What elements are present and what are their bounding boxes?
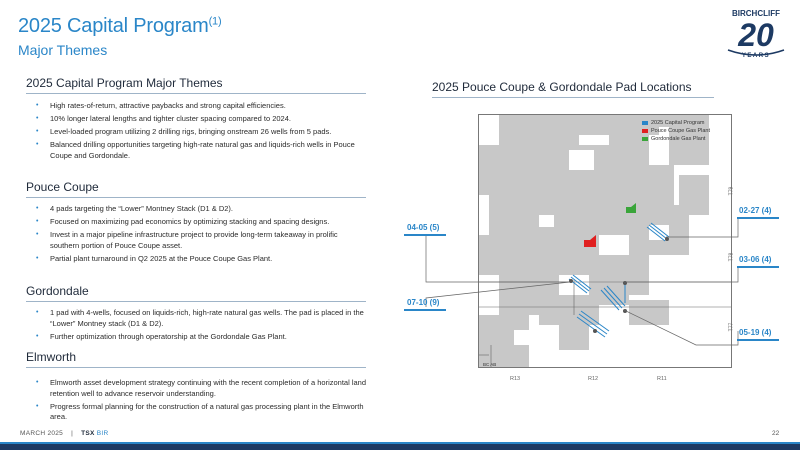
elmworth-heading: Elmworth [26, 350, 77, 364]
footer-exchange: TSX [81, 430, 95, 437]
pouce-rule [26, 197, 366, 198]
list-item: • Partial plant turnaround in Q2 2025 at the Pouce Coupe Gas Plant. [36, 254, 366, 265]
callout-07-10: 07-10 (9) [407, 298, 440, 307]
legend-item [642, 127, 710, 135]
list-item: • Invest in a major pipeline infrastructure project to provide long-term takeaway in prolific southern portion of Pouce Coupe asset. [36, 230, 366, 251]
pouce-list [36, 204, 366, 267]
list-item: • Balanced drilling opportunities targeting high-rate natural gas and liquids-rich wells in Pouce Coupe and Gordondale. [36, 140, 366, 161]
list-item: • Further optimization through operatorship at the Gordondale Gas Plant. [36, 332, 366, 343]
list-item: • 4 pads targeting the “Lower” Montney Stack (D1 & D2). [36, 204, 366, 215]
page-subtitle: Major Themes [18, 42, 108, 58]
legend-swatch-capital [642, 121, 648, 125]
logo-word: BIRCHCLIFF [732, 9, 780, 18]
legend-label: Pouce Coupe Gas Plant [651, 128, 711, 134]
map-title: 2025 Pouce Coupe & Gordondale Pad Locations [432, 80, 692, 94]
legend-label: Gordondale Gas Plant [651, 136, 706, 142]
gordondale-list [36, 308, 366, 345]
list-item: • High rates-of-return, attractive paybacks and strong capital efficiencies. [36, 101, 366, 112]
themes-rule [26, 93, 366, 94]
logo-number: 20 [738, 17, 774, 53]
township-label: T79 [728, 186, 735, 196]
map-legend [642, 119, 710, 143]
map-title-rule [432, 97, 714, 98]
footer-bar [0, 444, 800, 450]
list-item: • Progress formal planning for the construction of a natural gas processing plant in the Elmworth area. [36, 402, 366, 423]
pad-location-map [478, 114, 735, 368]
elmworth-list [36, 378, 366, 425]
legend-swatch-gordondale [642, 137, 648, 141]
themes-list [36, 101, 366, 164]
border-label: BC AB [483, 362, 497, 367]
logo-years: YEARS [741, 53, 771, 59]
range-label: R12 [588, 376, 599, 382]
pouce-heading: Pouce Coupe [26, 180, 99, 194]
themes-heading: 2025 Capital Program Major Themes [26, 76, 223, 90]
callout-bar [737, 339, 779, 341]
list-item: • 1 pad with 4-wells, focused on liquids-rich, high-rate natural gas wells. The pad is placed in the “Lower” Montney stack (D1 & D2). [36, 308, 366, 329]
callout-bar [737, 217, 779, 219]
birchcliff-logo [718, 6, 794, 62]
footer-ticker: BIR [96, 430, 109, 437]
range-label: R13 [510, 376, 521, 382]
list-item: • Focused on maximizing pad economics by optimizing stacking and spacing designs. [36, 217, 366, 228]
legend-item [642, 135, 710, 143]
callout-bar [737, 266, 779, 268]
page-number: 22 [772, 430, 780, 437]
legend-item [642, 119, 710, 127]
map-graphic [479, 115, 735, 368]
callout-bar [404, 309, 446, 311]
title-text: 2025 Capital Program [18, 15, 209, 37]
township-label: T77 [728, 322, 735, 332]
township-label: T78 [728, 252, 735, 262]
list-item: • Level-loaded program utilizing 2 drilling rigs, bringing onstream 26 wells from 5 pads. [36, 127, 366, 138]
list-item: • 10% longer lateral lengths and tighter cluster spacing compared to 2024. [36, 114, 366, 125]
gordondale-rule [26, 301, 366, 302]
elmworth-rule [26, 367, 366, 368]
callout-02-27: 02-27 (4) [739, 206, 772, 215]
legend-label: 2025 Capital Program [651, 120, 705, 126]
range-label: R11 [657, 376, 667, 382]
callout-04-05: 04-05 (5) [407, 223, 440, 232]
title-footnote: (1) [208, 15, 222, 28]
footer [20, 430, 109, 437]
callout-03-06: 03-06 (4) [739, 255, 772, 264]
footer-separator: | [71, 430, 74, 437]
legend-swatch-pouce [642, 129, 648, 133]
callout-05-19: 05-19 (4) [739, 328, 772, 337]
list-item: • Elmworth asset development strategy continuing with the recent completion of a horizontal land retention well to advance reservoir understanding. [36, 378, 366, 399]
callout-bar [404, 234, 446, 236]
gordondale-heading: Gordondale [26, 284, 89, 298]
footer-date: MARCH 2025 [20, 430, 64, 437]
page-title [18, 15, 221, 38]
